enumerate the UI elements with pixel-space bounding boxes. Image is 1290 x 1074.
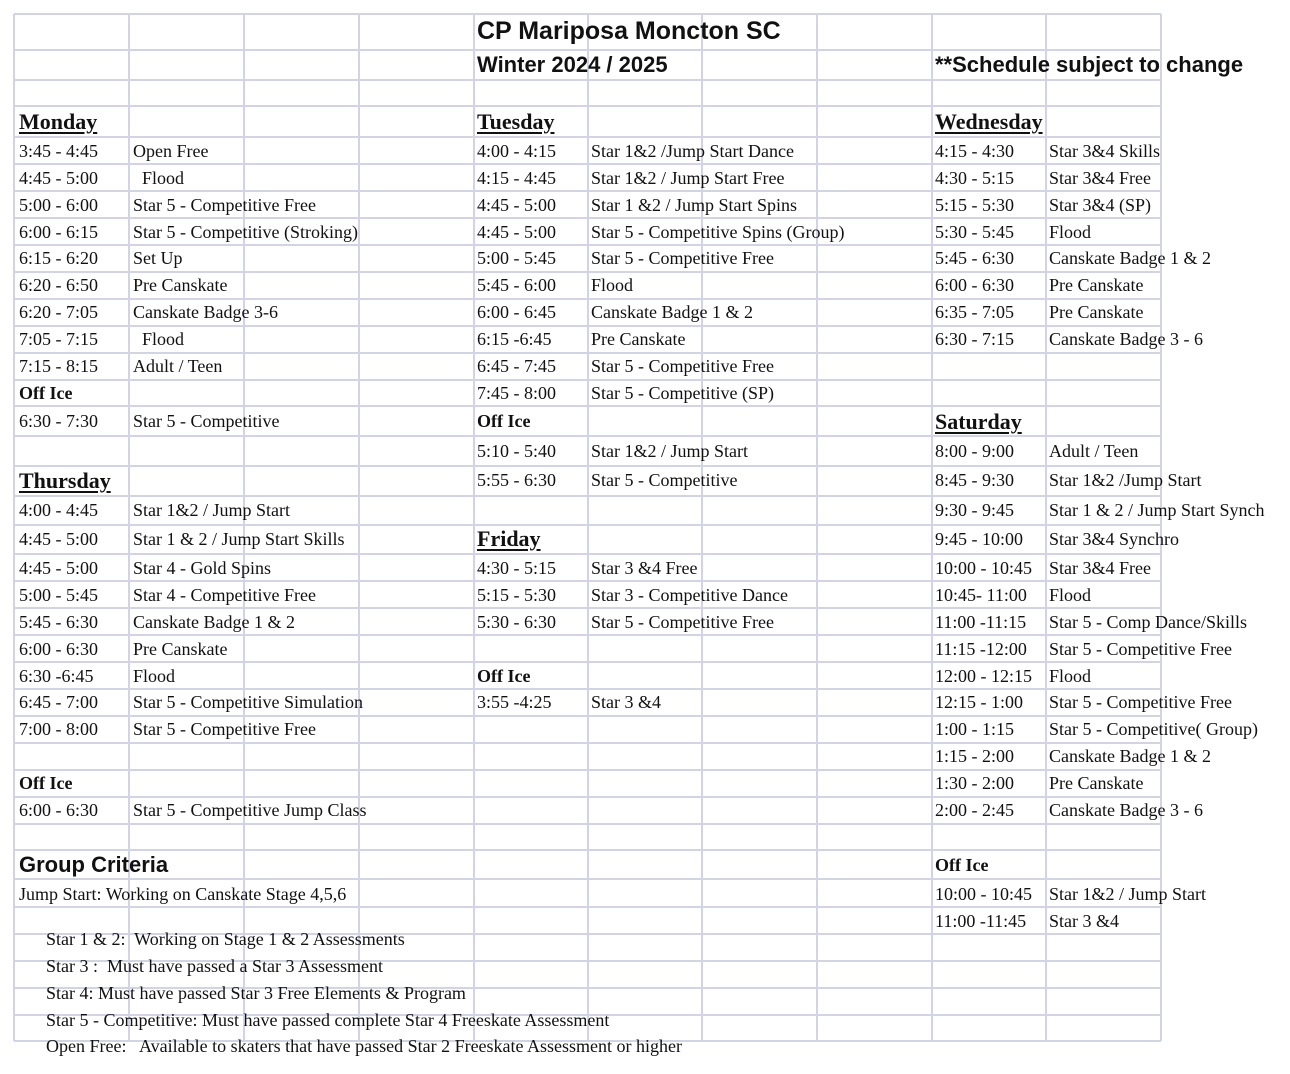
schedule-session: Star 1&2 / Jump Start Free xyxy=(591,168,785,188)
schedule-time: 6:45 - 7:45 xyxy=(477,356,556,376)
criteria-item xyxy=(19,885,346,903)
schedule-time: 4:45 - 5:00 xyxy=(19,168,98,188)
schedule-time: 3:55 -4:25 xyxy=(477,692,552,712)
schedule-session: Pre Canskate xyxy=(133,639,228,659)
schedule-session: Star 1 &2 / Jump Start Spins xyxy=(591,195,798,215)
schedule-session: Adult / Teen xyxy=(1049,441,1139,461)
schedule-time: 6:20 - 7:05 xyxy=(19,302,98,322)
schedule-session: Star 1&2 / Jump Start xyxy=(591,441,748,461)
schedule-session: Star 5 - Competitive Free xyxy=(591,612,774,632)
schedule-time: 7:05 - 7:15 xyxy=(19,329,98,349)
schedule-time: 1:15 - 2:00 xyxy=(935,746,1014,766)
schedule-time: 2:00 - 2:45 xyxy=(935,800,1014,820)
schedule-session: Star 3 &4 xyxy=(591,692,661,712)
off-ice-label: Off Ice xyxy=(477,411,531,431)
schedule-time: 10:45- 11:00 xyxy=(935,585,1027,605)
criteria-text: Must have passed complete Star 4 Freeskate Assessment xyxy=(197,1010,610,1030)
schedule-time: 5:10 - 5:40 xyxy=(477,441,556,461)
schedule-time: 4:45 - 5:00 xyxy=(477,222,556,242)
schedule-session: Star 1 & 2 / Jump Start Skills xyxy=(133,529,345,549)
season-label: Winter 2024 / 2025 xyxy=(477,52,668,77)
schedule-session: Star 3&4 (SP) xyxy=(1049,195,1152,215)
schedule-time: 7:45 - 8:00 xyxy=(477,383,556,403)
schedule-time: 5:30 - 5:45 xyxy=(935,222,1014,242)
schedule-session: Star 5 - Competitive Free xyxy=(1049,639,1232,659)
schedule-time: 6:15 -6:45 xyxy=(477,329,552,349)
schedule-time: 6:00 - 6:30 xyxy=(935,275,1014,295)
schedule-session: Star 4 - Gold Spins xyxy=(133,558,272,578)
schedule-time: 5:45 - 6:30 xyxy=(19,612,98,632)
schedule-session: Set Up xyxy=(133,248,183,268)
schedule-session: Pre Canskate xyxy=(133,275,228,295)
schedule-session: Star 5 - Competitive Simulation xyxy=(133,692,363,712)
schedule-session: Flood xyxy=(1049,222,1092,242)
schedule-time: 8:45 - 9:30 xyxy=(935,470,1014,490)
schedule-time: 4:15 - 4:30 xyxy=(935,141,1014,161)
schedule-time: 6:35 - 7:05 xyxy=(935,302,1014,322)
schedule-session: Canskate Badge 1 & 2 xyxy=(133,612,295,632)
schedule-session: Canskate Badge 1 & 2 xyxy=(1049,248,1211,268)
schedule-time: 6:30 - 7:30 xyxy=(19,411,98,431)
schedule-session: Flood xyxy=(1049,585,1092,605)
schedule-change-notice: **Schedule subject to change xyxy=(935,52,1244,77)
schedule-time: 6:00 - 6:45 xyxy=(477,302,556,322)
schedule-time: 6:30 - 7:15 xyxy=(935,329,1014,349)
schedule-session: Star 5 - Competitive Free xyxy=(133,195,316,215)
schedule-time: 11:15 -12:00 xyxy=(935,639,1027,659)
off-ice-label: Off Ice xyxy=(477,666,531,686)
wednesday-heading: Wednesday xyxy=(935,109,1043,134)
schedule-time: 4:00 - 4:15 xyxy=(477,141,556,161)
schedule-session: Star 1&2 / Jump Start xyxy=(1049,884,1206,904)
schedule-session: Star 1&2 /Jump Start xyxy=(1049,470,1202,490)
schedule-session: Star 5 - Competitive xyxy=(133,411,280,431)
schedule-time: 4:45 - 5:00 xyxy=(19,529,98,549)
friday-heading: Friday xyxy=(477,526,541,551)
schedule-time: 6:45 - 7:00 xyxy=(19,692,98,712)
thursday-heading: Thursday xyxy=(19,468,111,493)
schedule-session: Flood xyxy=(133,168,185,188)
schedule-session: Star 1 & 2 / Jump Start Synch xyxy=(1049,500,1265,520)
schedule-session: Star 5 - Competitive Free xyxy=(591,356,774,376)
schedule-time: 6:20 - 6:50 xyxy=(19,275,98,295)
schedule-time: 4:15 - 4:45 xyxy=(477,168,556,188)
schedule-session: Flood xyxy=(1049,666,1092,686)
schedule-session: Star 5 - Competitive xyxy=(591,470,738,490)
schedule-session: Star 3&4 Free xyxy=(1049,558,1151,578)
criteria-label: Jump Start xyxy=(19,884,97,904)
criteria-text: Available to skaters that have passed Star 2 Freeskate Assessment or higher xyxy=(126,1036,683,1056)
schedule-session: Star 5 - Competitive Free xyxy=(591,248,774,268)
schedule-session: Star 5 - Competitive Spins (Group) xyxy=(591,222,845,242)
schedule-time: 12:00 - 12:15 xyxy=(935,666,1032,686)
schedule-time: 5:15 - 5:30 xyxy=(935,195,1014,215)
tuesday-heading: Tuesday xyxy=(477,109,555,134)
schedule-time: 5:15 - 5:30 xyxy=(477,585,556,605)
schedule-session: Open Free xyxy=(133,141,209,161)
schedule-session: Star 5 - Competitive Jump Class xyxy=(133,800,367,820)
schedule-session: Star 1&2 /Jump Start Dance xyxy=(591,141,794,161)
schedule-time: 6:00 - 6:15 xyxy=(19,222,98,242)
criteria-label: Open Free: xyxy=(46,1036,127,1056)
schedule-session: Pre Canskate xyxy=(1049,302,1144,322)
criteria-label: Star 4: xyxy=(46,983,94,1003)
schedule-session: Star 5 - Comp Dance/Skills xyxy=(1049,612,1247,632)
schedule-session: Pre Canskate xyxy=(591,329,686,349)
schedule-time: 9:30 - 9:45 xyxy=(935,500,1014,520)
criteria-label: Star 1 & 2: Working on Stage 1 & 2 Assessments xyxy=(46,929,405,949)
schedule-time: 5:55 - 6:30 xyxy=(477,470,556,490)
off-ice-label: Off Ice xyxy=(935,855,989,875)
schedule-session: Adult / Teen xyxy=(133,356,223,376)
schedule-session: Star 5 - Competitive (SP) xyxy=(591,383,774,403)
schedule-session: Star 3&4 Skills xyxy=(1049,141,1161,161)
schedule-session: Canskate Badge 1 & 2 xyxy=(591,302,753,322)
group-criteria-heading: Group Criteria xyxy=(19,852,169,877)
schedule-time: 5:00 - 5:45 xyxy=(19,585,98,605)
schedule-time: 10:00 - 10:45 xyxy=(935,884,1032,904)
schedule-time: 7:00 - 8:00 xyxy=(19,719,98,739)
schedule-session: Flood xyxy=(133,666,176,686)
schedule-session: Star 5 - Competitive( Group) xyxy=(1049,719,1258,739)
schedule-session: Star 1&2 / Jump Start xyxy=(133,500,290,520)
schedule-time: 6:00 - 6:30 xyxy=(19,800,98,820)
schedule-time: 11:00 -11:45 xyxy=(935,911,1027,931)
schedule-time: 1:30 - 2:00 xyxy=(935,773,1014,793)
criteria-text: : Working on Canskate Stage 4,5,6 xyxy=(96,884,347,904)
schedule-time: 5:45 - 6:30 xyxy=(935,248,1014,268)
criteria-text: Must have passed a Star 3 Assessment xyxy=(98,956,383,976)
schedule-time: 1:00 - 1:15 xyxy=(935,719,1014,739)
monday-heading: Monday xyxy=(19,109,98,134)
schedule-time: 11:00 -11:15 xyxy=(935,612,1027,632)
schedule-session: Star 4 - Competitive Free xyxy=(133,585,316,605)
schedule-session: Flood xyxy=(591,275,634,295)
schedule-time: 5:45 - 6:00 xyxy=(477,275,556,295)
schedule-session: Canskate Badge 3 - 6 xyxy=(1049,800,1203,820)
schedule-session: Star 5 - Competitive (Stroking) xyxy=(133,222,358,242)
off-ice-label: Off Ice xyxy=(19,383,73,403)
schedule-session: Star 3&4 Free xyxy=(1049,168,1151,188)
schedule-session: Star 3 &4 xyxy=(1049,911,1119,931)
schedule-time: 5:30 - 6:30 xyxy=(477,612,556,632)
schedule-time: 5:00 - 5:45 xyxy=(477,248,556,268)
schedule-time: 3:45 - 4:45 xyxy=(19,141,98,161)
schedule-session: Pre Canskate xyxy=(1049,773,1144,793)
schedule-time: 4:45 - 5:00 xyxy=(19,558,98,578)
schedule-time: 4:45 - 5:00 xyxy=(477,195,556,215)
schedule-session: Pre Canskate xyxy=(1049,275,1144,295)
criteria-label: Star 3 : xyxy=(46,956,98,976)
schedule-session: Canskate Badge 3-6 xyxy=(133,302,278,322)
schedule-session: Canskate Badge 1 & 2 xyxy=(1049,746,1211,766)
schedule-time: 6:00 - 6:30 xyxy=(19,639,98,659)
schedule-time: 4:30 - 5:15 xyxy=(477,558,556,578)
schedule-session: Canskate Badge 3 - 6 xyxy=(1049,329,1203,349)
schedule-time: 12:15 - 1:00 xyxy=(935,692,1023,712)
schedule-session: Star 5 - Competitive Free xyxy=(133,719,316,739)
saturday-heading: Saturday xyxy=(935,409,1022,434)
schedule-session: Star 5 - Competitive Free xyxy=(1049,692,1232,712)
schedule-time: 6:30 -6:45 xyxy=(19,666,94,686)
schedule-time: 4:00 - 4:45 xyxy=(19,500,98,520)
schedule-session: Flood xyxy=(133,329,185,349)
schedule-time: 8:00 - 9:00 xyxy=(935,441,1014,461)
schedule-time: 5:00 - 6:00 xyxy=(19,195,98,215)
club-title: CP Mariposa Moncton SC xyxy=(477,17,781,45)
schedule-time: 7:15 - 8:15 xyxy=(19,356,98,376)
schedule-session: Star 3 - Competitive Dance xyxy=(591,585,788,605)
schedule-session: Star 3&4 Synchro xyxy=(1049,529,1179,549)
schedule-time: 10:00 - 10:45 xyxy=(935,558,1032,578)
schedule-session: Star 3 &4 Free xyxy=(591,558,698,578)
schedule-time: 6:15 - 6:20 xyxy=(19,248,98,268)
schedule-time: 4:30 - 5:15 xyxy=(935,168,1014,188)
criteria-label: Star 5 - Competitive: xyxy=(46,1010,198,1030)
criteria-text: Must have passed Star 3 Free Elements & Program xyxy=(93,983,466,1003)
schedule-time: 9:45 - 10:00 xyxy=(935,529,1023,549)
off-ice-label: Off Ice xyxy=(19,773,73,793)
criteria-item xyxy=(19,1019,682,1073)
